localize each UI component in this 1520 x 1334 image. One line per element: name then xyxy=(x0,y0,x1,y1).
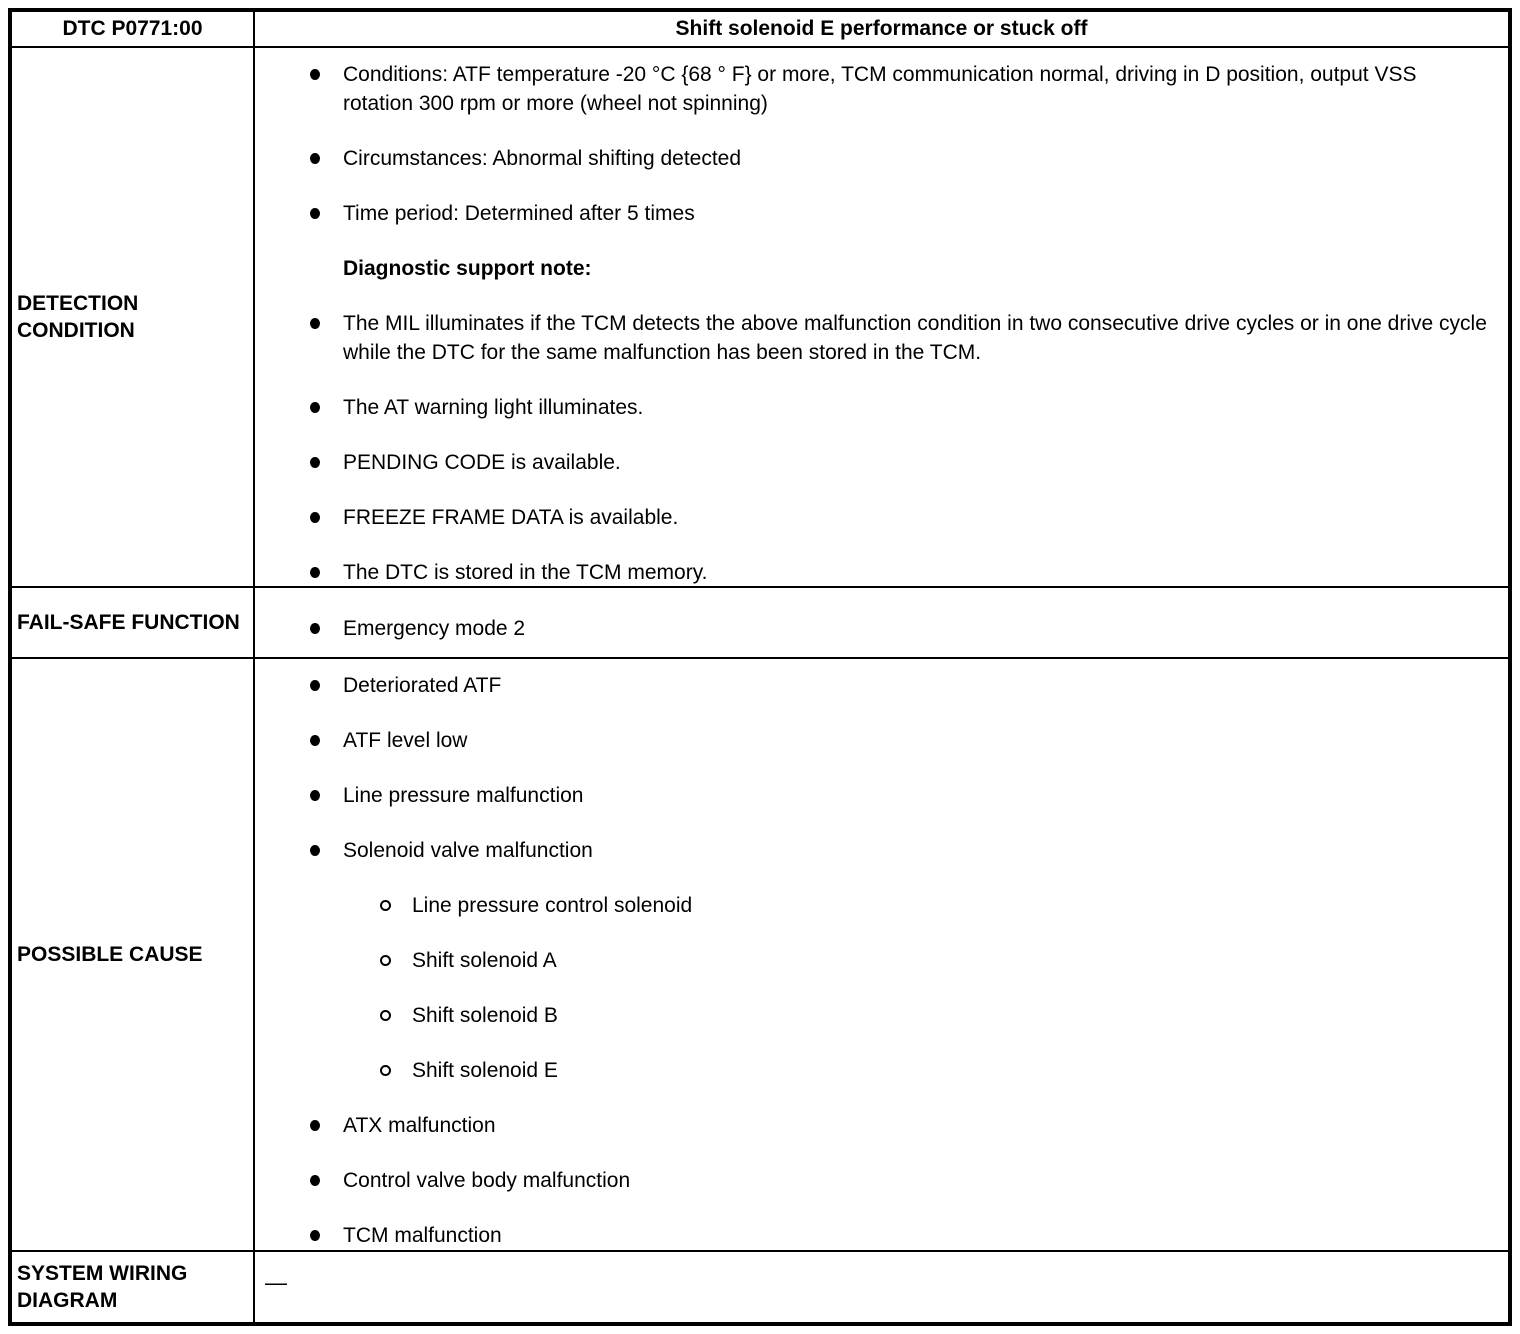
system-wiring-diagram-value-cell xyxy=(255,1252,1508,1322)
list-item xyxy=(255,558,1508,587)
fail-safe-label: FAIL-SAFE FUNCTION xyxy=(17,611,240,634)
list-item-text: Emergency mode 2 xyxy=(343,617,526,640)
list-item-text: ATF level low xyxy=(343,729,468,752)
list-item xyxy=(255,393,1508,422)
list-item xyxy=(255,1221,1508,1250)
list-item xyxy=(255,60,1508,118)
list-item-text: Solenoid valve malfunction xyxy=(343,839,593,862)
list-item-text: The MIL illuminates if the TCM detects the above malfunction condition in two consecutive drive cycles or in one drive cycle while the DTC for the same malfunction has been stored in the TCM. xyxy=(343,312,1487,364)
list-item-text: Line pressure malfunction xyxy=(343,784,584,807)
dtc-title: Shift solenoid E performance or stuck off xyxy=(675,17,1088,41)
bullet-icon xyxy=(310,153,320,164)
bullet-icon xyxy=(310,318,320,329)
possible-cause-label: POSSIBLE CAUSE xyxy=(17,943,203,966)
list-item xyxy=(255,726,1508,755)
list-item-text: FREEZE FRAME DATA is available. xyxy=(343,506,679,529)
dtc-title-cell xyxy=(255,12,1508,48)
list-item xyxy=(255,199,1508,228)
list-item xyxy=(255,1111,1508,1140)
bullet-icon xyxy=(310,457,320,468)
dtc-code-label: DTC P0771:00 xyxy=(62,17,203,41)
sub-list-item xyxy=(255,946,1508,975)
list-item-text: ATX malfunction xyxy=(343,1114,496,1137)
bullet-icon xyxy=(310,208,320,219)
sub-list-item-text: Line pressure control solenoid xyxy=(412,894,693,917)
diagnostic-support-note xyxy=(255,254,1508,283)
circle-bullet-icon xyxy=(380,955,391,966)
list-item-text: Control valve body malfunction xyxy=(343,1169,631,1192)
bullet-icon xyxy=(310,680,320,691)
system-wiring-diagram-label: SYSTEM WIRING DIAGRAM xyxy=(17,1262,188,1312)
list-item xyxy=(255,503,1508,532)
detection-condition-content-cell xyxy=(255,48,1508,588)
note-text: Diagnostic support note: xyxy=(343,257,592,280)
bullet-icon xyxy=(310,512,320,523)
bullet-icon xyxy=(310,402,320,413)
dtc-table xyxy=(8,8,1512,1326)
bullet-icon xyxy=(310,1230,320,1241)
system-wiring-diagram-value: — xyxy=(265,1270,287,1295)
circle-bullet-icon xyxy=(380,1010,391,1021)
bullet-icon xyxy=(310,1120,320,1131)
list-item xyxy=(255,614,1508,643)
list-item-text: PENDING CODE is available. xyxy=(343,451,621,474)
bullet-icon xyxy=(310,623,320,634)
list-item xyxy=(255,309,1508,367)
sub-list-item-text: Shift solenoid A xyxy=(412,949,557,972)
possible-cause-label-cell xyxy=(12,659,255,1252)
list-item xyxy=(255,836,1508,865)
list-item-text: Time period: Determined after 5 times xyxy=(343,202,695,225)
list-item xyxy=(255,1166,1508,1195)
sub-list-item xyxy=(255,1001,1508,1030)
detection-condition-label-cell xyxy=(12,48,255,588)
list-item-text: Deteriorated ATF xyxy=(343,674,502,697)
sub-list-item xyxy=(255,891,1508,920)
fail-safe-content-cell xyxy=(255,588,1508,659)
list-item-text: TCM malfunction xyxy=(343,1224,502,1247)
list-item xyxy=(255,671,1508,700)
list-item xyxy=(255,781,1508,810)
system-wiring-diagram-label-cell xyxy=(12,1252,255,1322)
list-item-text: The AT warning light illuminates. xyxy=(343,396,644,419)
dtc-code-cell xyxy=(12,12,255,48)
list-item xyxy=(255,448,1508,477)
list-item xyxy=(255,144,1508,173)
sub-list-item-text: Shift solenoid E xyxy=(412,1059,558,1082)
bullet-icon xyxy=(310,567,320,578)
circle-bullet-icon xyxy=(380,900,391,911)
circle-bullet-icon xyxy=(380,1065,391,1076)
bullet-icon xyxy=(310,845,320,856)
bullet-icon xyxy=(310,735,320,746)
list-item-text: Conditions: ATF temperature -20 °C {68 ° F} or more, TCM communication normal, driving in D position, output VSS rotation 300 rpm or more (wheel not spinning) xyxy=(343,63,1417,115)
fail-safe-label-cell xyxy=(12,588,255,659)
bullet-icon xyxy=(310,1175,320,1186)
sub-list-item-text: Shift solenoid B xyxy=(412,1004,558,1027)
possible-cause-content-cell xyxy=(255,659,1508,1252)
bullet-icon xyxy=(310,69,320,80)
bullet-icon xyxy=(310,790,320,801)
detection-condition-label: DETECTION CONDITION xyxy=(17,292,139,342)
list-item-text: The DTC is stored in the TCM memory. xyxy=(343,561,708,584)
sub-list-item xyxy=(255,1056,1508,1085)
list-item-text: Circumstances: Abnormal shifting detected xyxy=(343,147,742,170)
